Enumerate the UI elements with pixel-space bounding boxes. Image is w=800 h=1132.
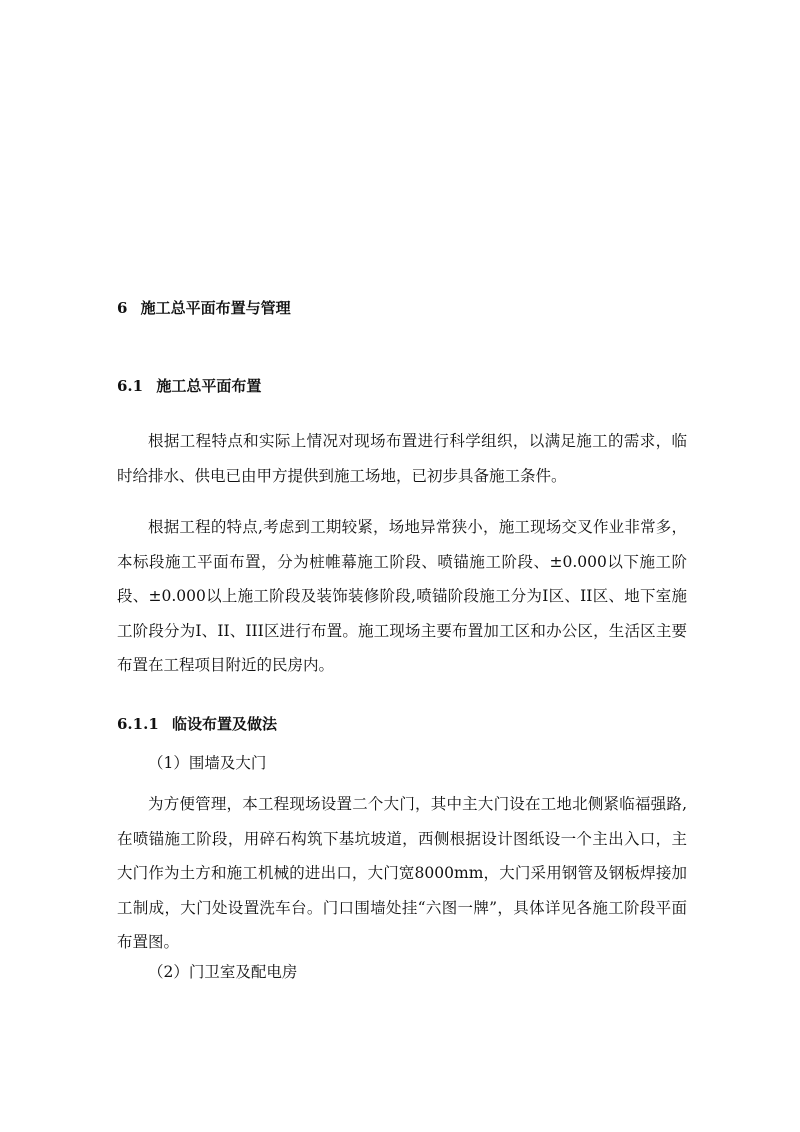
subsubsection-title: 临设布置及做法 <box>172 715 278 733</box>
subsubsection-heading <box>117 714 277 734</box>
item-1-label: （1）围墙及大门 <box>148 754 267 772</box>
subsection-title: 施工总平面布置 <box>156 377 262 395</box>
subsection-heading <box>117 376 261 396</box>
paragraph-1: 根据工程特点和实际上情况对现场布置进行科学组织，以满足施工的需求，临时给排水、供电已由甲方提供到施工场地，已初步具备施工条件。 <box>117 432 687 485</box>
subsubsection-number: 6.1.1 <box>117 715 159 733</box>
section-heading <box>117 298 291 318</box>
section-title: 施工总平面布置与管理 <box>140 299 291 317</box>
item-2-label: （2）门卫室及配电房 <box>148 963 298 981</box>
item-1-text: 为方便管理，本工程现场设置二个大门，其中主大门设在工地北侧紧临福强路,在喷锚施工阶段，用碎石构筑下基坑坡道，西侧根据设计图纸设一个主出入口，主大门作为土方和施工机械的进出口，大门宽8000mm，大门采用钢管及钢板焊接加工制成，大门处设置洗车台。门口围墙处挂“六图一牌”，具体详见各施工阶段平面布置图。 <box>117 795 687 951</box>
subsection-number: 6.1 <box>117 377 144 395</box>
section-number: 6 <box>117 299 128 317</box>
paragraph-2: 根据工程的特点,考虑到工期较紧，场地异常狭小，施工现场交叉作业非常多，本标段施工平面布置，分为桩帷幕施工阶段、喷锚施工阶段、±0.000以下施工阶段、±0.000以上施工阶段及装饰装修阶段,喷锚阶段施工分为I区、II区、地下室施工阶段分为I、II、III区进行布置。施工现场主要布置加工区和办公区，生活区主要布置在工程项目附近的民房内。 <box>117 518 687 674</box>
